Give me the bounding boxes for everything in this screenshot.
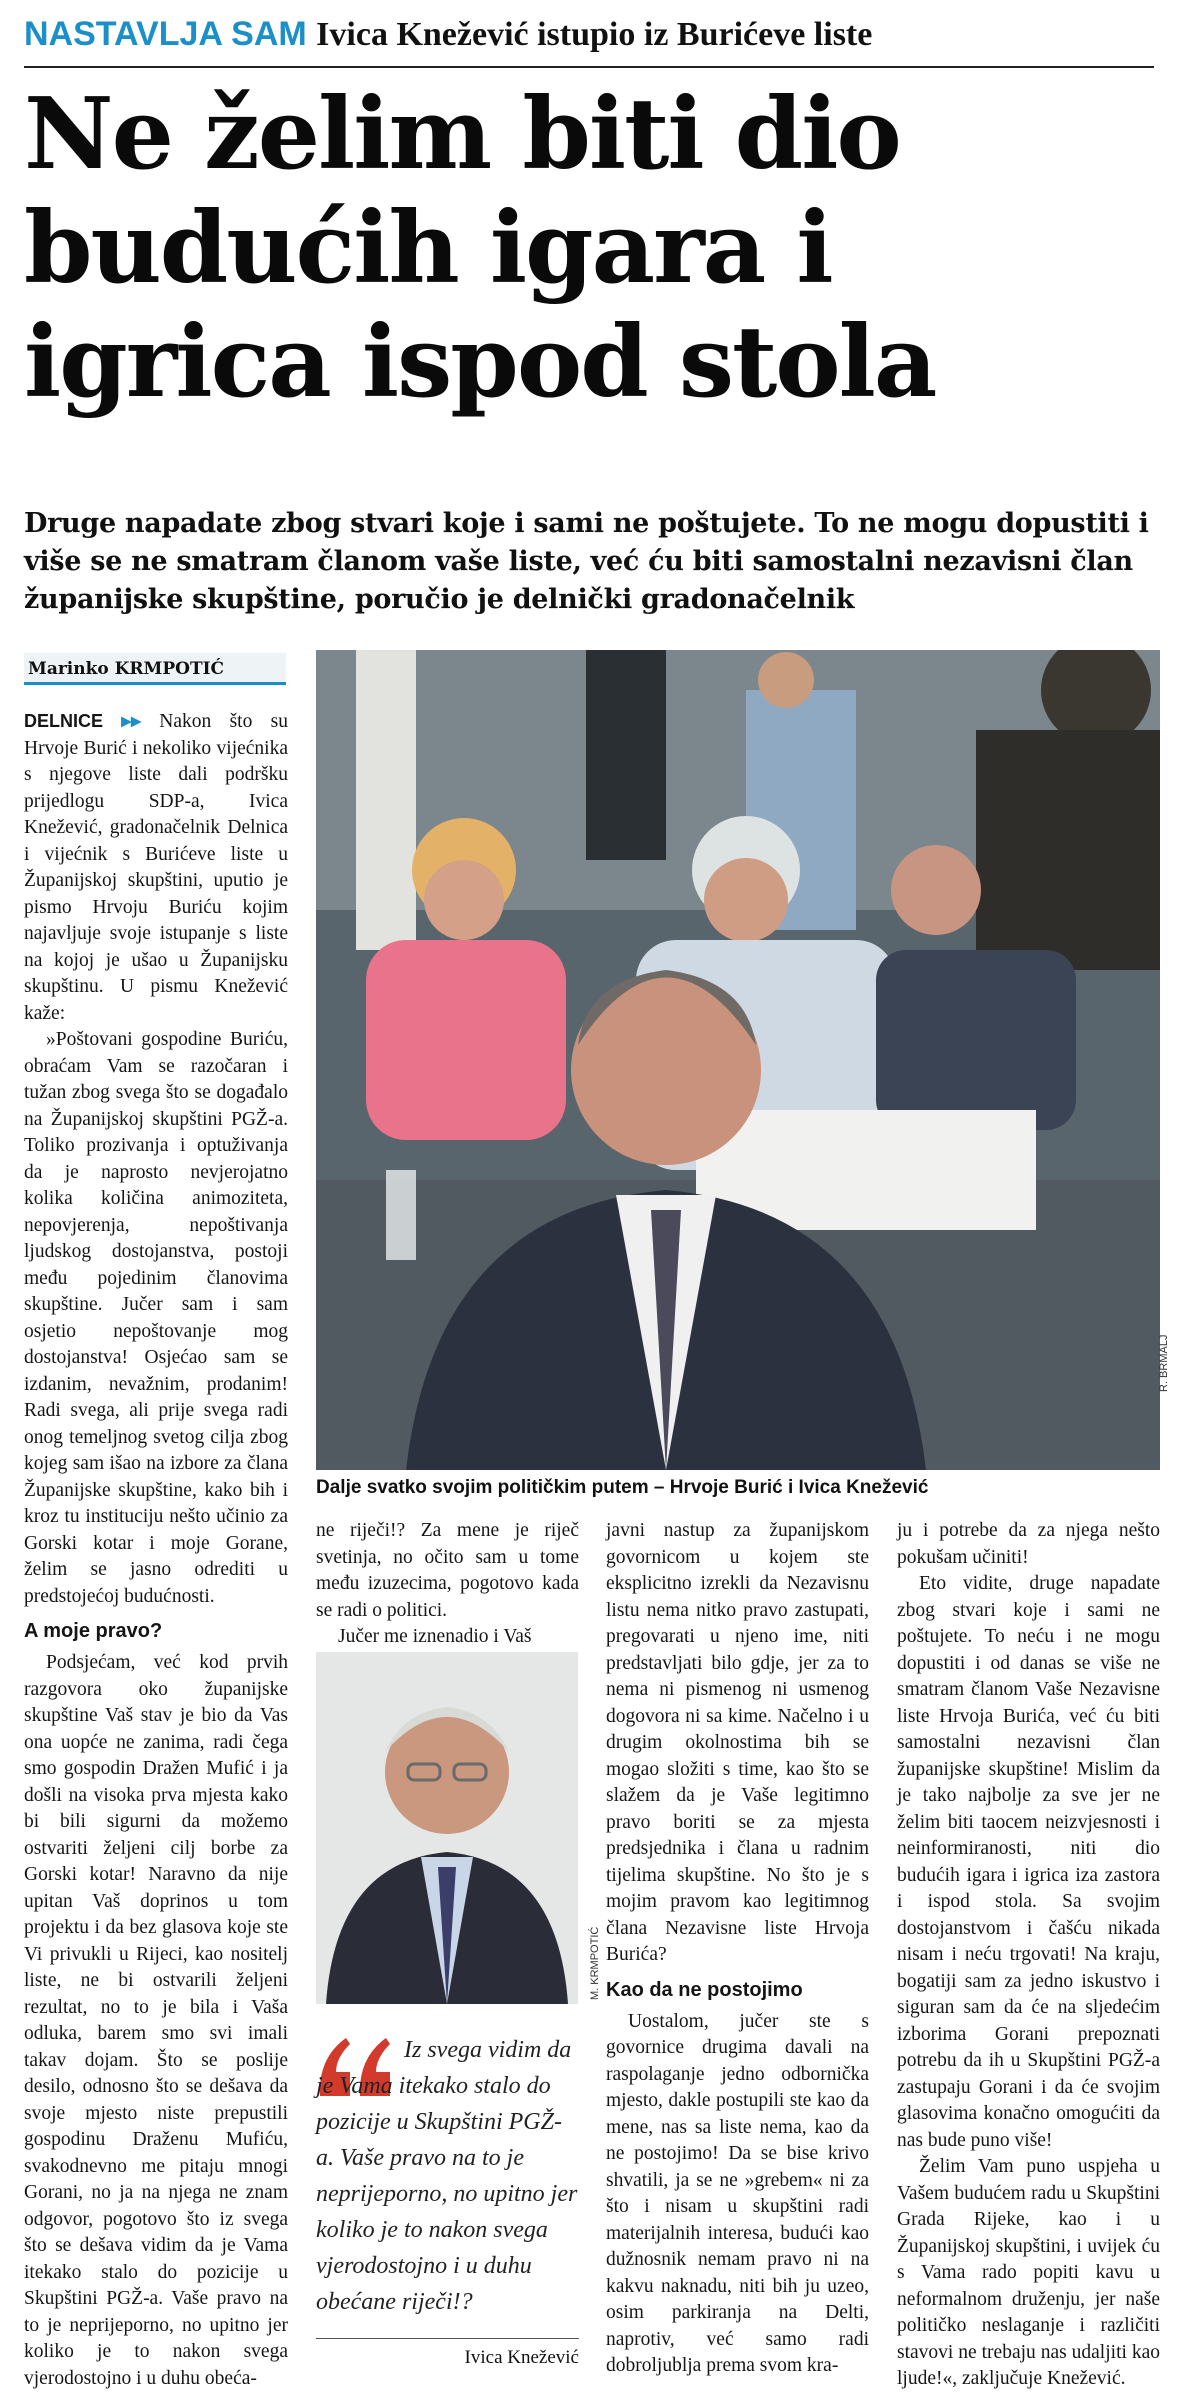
pull-quote (316, 2030, 579, 2368)
paragraph: »Poštovani gospodine Buriću, obraćam Vam se razočaran i tužan zbog svega što se događalo na Županijskoj skupštini PGŽ-a. Toliko prozivanja i optuživanja da je naprosto nevjerojatno kolika količina animoziteta, nepovjerenja, nepoštivanja ljudskog dostojanstva, postoji među pojedinim članovima skupštine. Jučer sam i sam osjetio nepoštovanje mog dostojanstva! Osjećao sam se izdanim, nevažnim, prodanim! Radi svega, ali prije svega radi onog temeljnog svetog cilja zbog kojeg sam išao na izbore za člana Županijske skupštine, kako bih i kroz tu instituciju nešto učinio za Gorski kotar i moje Gorane, želim se jasno odrediti u predstojećoj budućnosti. (24, 1029, 288, 1607)
paragraph: javni nastup za županijskom govornicom u kojem ste eksplicitno izrekli da Nezavisnu listu nema nitko pravo zastupati, pregovarati u njeno ime, niti predstavljati bilo gdje, jer za to nema ni pismenog ni usmenog dogovora ni sa kime. Načelno i u drugim okolnostima bih se mogao složiti s time, kao što se slažem da je Vaše legitimno pravo boriti se za mjesta predsjednika i člana u radnim tijelima skupštine. No što je s mojim pravom kao legitimnog člana Nezavisne liste Hrvoja Burića? (606, 1520, 869, 1965)
headline: Ne želim biti dio budućih igara i igrica ispod stola (24, 77, 936, 420)
portrait-illustration (316, 1652, 578, 2004)
kicker-label: NASTAVLJA SAM (24, 15, 307, 53)
kicker (24, 12, 1154, 57)
portrait-credit: M. KRMPOTIĆ (589, 1926, 601, 2000)
paragraph: Eto vidite, druge napadate zbog stvari koje i sami ne poštujete. To neću i ne mogu dopustiti i od danas se više ne smatram članom Vaše Nezavisne liste Hrvoja Burića, već ću biti samostalni nezavisni član županijske skupštine! Mislim da je tako najbolje za sve jer ne želim biti taocem neizvjesnosti i neinformiranosti, niti dio budućih igara i igrica iza zastora i ispod stola. Sa svojim dostojanstvom i čašću nikada nisam i neću trgovati! Na kraju, bogatiji sam za jedno iskustvo i siguran sam da će na sljedećim izborima Gorani prepoznati potrebu da ih u Skupštini PGŽ-a zastupaju Gorani i da će svojim glasovima konačno omogućiti da nas bude puno više! (897, 1573, 1160, 2151)
pull-quote-divider (316, 2338, 579, 2339)
photo-credit: R. BRMALJ (1158, 1334, 1170, 1392)
article-column-4 (897, 1518, 1160, 2393)
double-arrow-icon: ▸▸ (121, 711, 141, 732)
paragraph: Uostalom, jučer ste s govornice drugima davali na raspolaganje jedno odbornička mjesto, dakle postupili ste kao da mene, nas sa liste nema, kao da ne postojimo! Da se bise krivo shvatili, ja se ne »grebem« ni za što i nisam u skupštini radi materijalnih interesa, budući kao dužnosnik nemam pravo ni na kakvu naknadu, niti bih ju uzeo, osim parkiranja na Delti, naprotiv, već samo radi dobroljublja prema svom kra- (606, 2010, 869, 2376)
deck: Druge napadate zbog stvari koje i sami ne poštujete. To ne mogu dopustiti i više se ne smatram članom vaše liste, već ću biti samostalni nezavisni član županijske skupštine, poručio je delnički gradonačelnik (24, 508, 1149, 615)
paragraph: Nakon što su Hrvoje Burić i nekoliko vijećnika s njegove liste dali podršku prijedlogu SDP-a, Ivica Knežević, gradonačelnik Delnica i vijećnik s Burićeve liste u Županijskoj skupštini, uputio je pismo Hrvoju Buriću kojim najavljuje svoje istupanje s liste na kojoj je ušao u Županijsku skupštinu. U pismu Knežević kaže: (24, 711, 288, 1024)
paragraph: ju i potrebe da za njega nešto pokušam učiniti! (897, 1520, 1160, 1568)
dateline: DELNICE (24, 711, 104, 731)
article-column-2 (316, 1518, 579, 1651)
article-column-3 (606, 1518, 869, 2380)
paragraph: Želim Vam puno uspjeha u Vašem budućem radu u Skupštini Grada Rijeke, kao i u Županijskoj skupštini, i uvijek ću s Vama rado popiti kavu u neformalnom druženju, jer naše političko neslaganje i različiti stavovi ne trebaju nas udaljiti kao ljude!«, zaključuje Knežević. (897, 2156, 1160, 2389)
kicker-text: Ivica Knežević istupio iz Burićeve liste (316, 16, 873, 53)
meeting-photo-illustration (316, 650, 1160, 1470)
paragraph: Podsjećam, već kod prvih razgovora oko županijske skupštine Vaš stav je bio da Vas ona uopće ne zanima, radi čega smo gospodin Dražen Mufić i ja došli na visoka prva mjesta kako bi bili sigurni da možemo ostvariti željeni cilj borbe za Gorski kotar! Naravno da nije upitan Vaš doprinos u tom projektu i da bez glasova koje ste Vi privukli u Rijeci, kao nositelj liste, ne bi ostvarili željeni rezultat, no to je bila i Vaša odluka, barem smo svi imali takav dojam. Što se poslije desilo, odnosno što se dešava da svoje mjesto niste prepustili gospodinu Draženu Mufiću, svakodnevno me pitaju mnogi Gorani, no ja na njega ne znam odgovor, pogotovo što iz svega što se dešava vidim da je Vama itekako stalo do pozicije u Skupštini PGŽ-a. Vaše pravo na to je neprijeporno, no upitno jer koliko je to nakon svega vjerodostojno i u duhu obeća- (24, 1652, 288, 2389)
article-column-1 (24, 708, 288, 2392)
subheading: A moje pravo? (24, 1620, 163, 1642)
pull-quote-author: Ivica Knežević (464, 2347, 579, 2368)
portrait-photo (316, 1652, 578, 2004)
byline: Marinko KRMPOTIĆ (24, 653, 286, 685)
photo-caption: Dalje svatko svojim političkim putem – Hrvoje Burić i Ivica Knežević (316, 1477, 929, 1498)
pull-quote-text: Iz svega vidim da je Vama itekako stalo do pozicije u Skupštini PGŽ-a. Vaše pravo na to je neprijeporno, no upitno jer koliko je to nakon svega vjerodostojno i u duhu obećane riječi!? (316, 2037, 578, 2315)
paragraph: ne riječi!? Za mene je riječ svetinja, no očito sam u tome među izuzecima, pogotovo kada se radi o politici. (316, 1520, 579, 1621)
article-lead (24, 708, 288, 1027)
subheading: Kao da ne postojimo (606, 1978, 803, 2001)
paragraph: Jučer me iznenadio i Vaš (338, 1626, 532, 1647)
main-photo (316, 650, 1160, 1470)
kicker-divider (24, 66, 1154, 68)
